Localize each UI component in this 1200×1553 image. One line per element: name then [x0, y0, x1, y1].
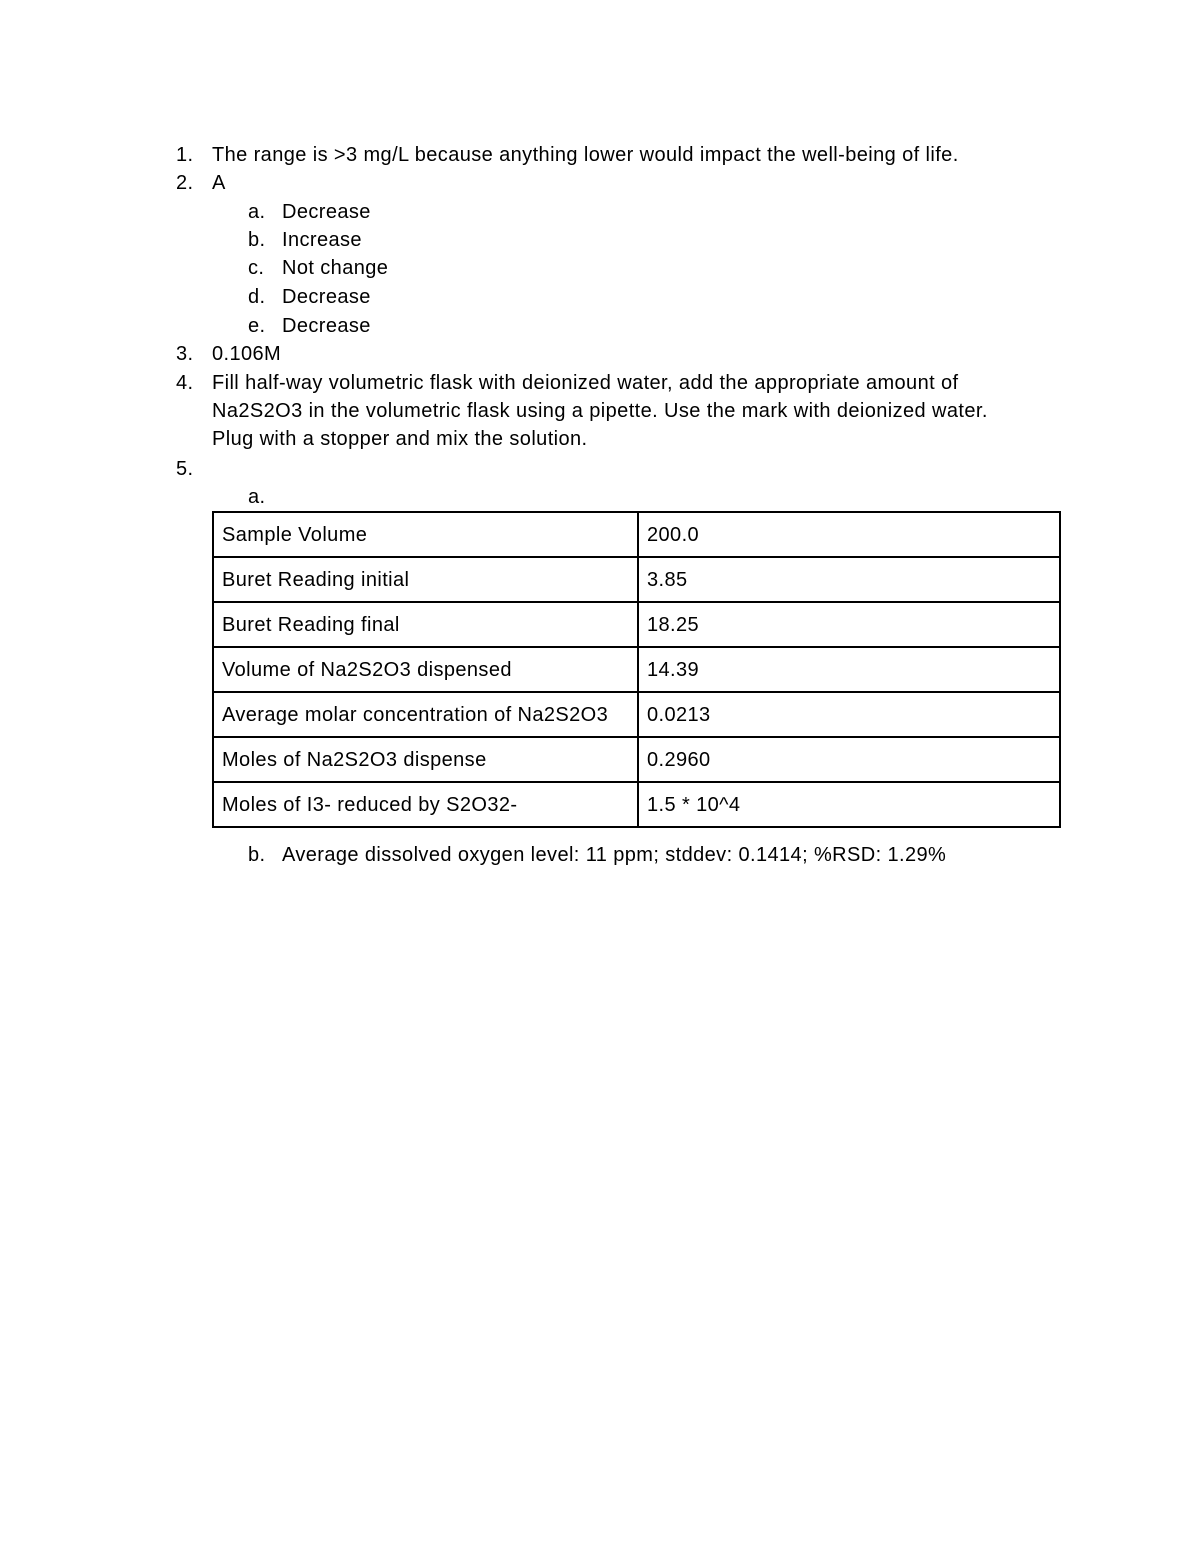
table-cell-label: Volume of Na2S2O3 dispensed: [213, 647, 638, 692]
answer-4-line-1: Fill half-way volumetric flask with deionized water, add the appropriate amount of: [212, 372, 959, 394]
answer-2c-text: Not change: [282, 257, 389, 279]
list-number: 1.: [176, 144, 194, 166]
list-number: 2.: [176, 172, 194, 194]
table-cell-label: Buret Reading initial: [213, 557, 638, 602]
sub-letter: e.: [248, 315, 266, 337]
sub-letter: c.: [248, 257, 265, 279]
answer-1-text: The range is >3 mg/L because anything lower would impact the well-being of life.: [212, 144, 959, 166]
sub-letter: b.: [248, 229, 266, 251]
table-row: [213, 692, 1060, 737]
table-cell-value: 1.5 * 10^4: [638, 782, 1060, 827]
table-cell-label: Sample Volume: [213, 512, 638, 557]
table-row: [213, 602, 1060, 647]
table-cell-value: 14.39: [638, 647, 1060, 692]
sub-letter: b.: [248, 844, 266, 866]
table-cell-value: 3.85: [638, 557, 1060, 602]
list-number: 5.: [176, 458, 194, 480]
table-cell-value: 200.0: [638, 512, 1060, 557]
table-row: [213, 647, 1060, 692]
results-table: [212, 511, 1061, 828]
table-row: [213, 557, 1060, 602]
answer-2b-text: Increase: [282, 229, 362, 251]
table-cell-value: 18.25: [638, 602, 1060, 647]
list-number: 4.: [176, 372, 194, 394]
table-row: [213, 782, 1060, 827]
table-cell-label: Buret Reading final: [213, 602, 638, 647]
answer-2e-text: Decrease: [282, 315, 371, 337]
table-row: [213, 512, 1060, 557]
sub-letter: a.: [248, 486, 266, 508]
answer-3-text: 0.106M: [212, 343, 282, 365]
answer-2a-text: Decrease: [282, 201, 371, 223]
table-cell-label: Moles of I3- reduced by S2O32-: [213, 782, 638, 827]
answer-5b-text: Average dissolved oxygen level: 11 ppm; stddev: 0.1414; %RSD: 1.29%: [282, 844, 947, 866]
list-number: 3.: [176, 343, 194, 365]
table-cell-label: Average molar concentration of Na2S2O3: [213, 692, 638, 737]
table-cell-value: 0.0213: [638, 692, 1060, 737]
answer-2d-text: Decrease: [282, 286, 371, 308]
table-cell-value: 0.2960: [638, 737, 1060, 782]
sub-letter: d.: [248, 286, 266, 308]
answer-2-text: A: [212, 172, 226, 194]
sub-letter: a.: [248, 201, 266, 223]
answer-4-line-3: Plug with a stopper and mix the solution.: [212, 428, 588, 450]
table-cell-label: Moles of Na2S2O3 dispense: [213, 737, 638, 782]
answer-4-line-2: Na2S2O3 in the volumetric flask using a pipette. Use the mark with deionized water.: [212, 400, 988, 422]
table-row: [213, 737, 1060, 782]
